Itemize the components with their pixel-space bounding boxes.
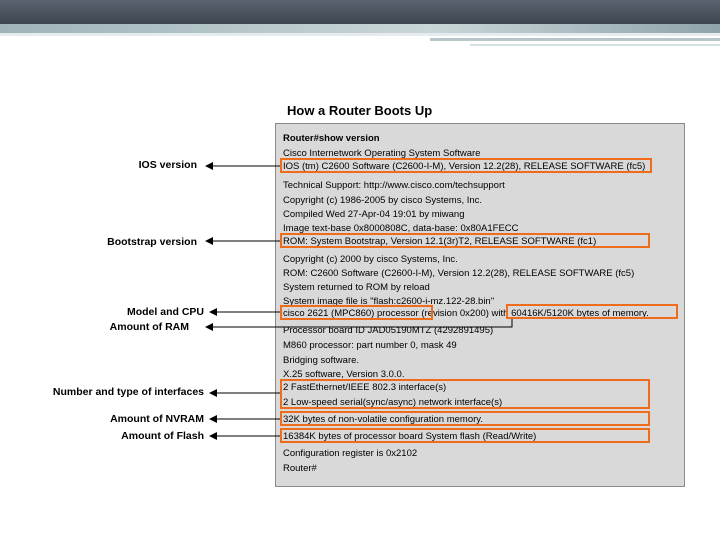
output-line: Cisco Internetwork Operating System Software — [283, 148, 481, 159]
label-flash: Amount of Flash — [121, 430, 204, 442]
output-line-command: Router#show version — [283, 133, 380, 144]
output-line: X.25 software, Version 3.0.0. — [283, 369, 405, 380]
output-line: Processor board ID JAD05190MTZ (4292891495) — [283, 325, 494, 336]
output-line-interfaces: 2 Low-speed serial(sync/async) network interface(s) — [283, 397, 503, 408]
output-line: System image file is "flash:c2600-i-mz.122-28.bin" — [283, 296, 495, 307]
output-line: ROM: C2600 Software (C2600-I-M), Version 12.2(28), RELEASE SOFTWARE (fc5) — [283, 268, 635, 279]
label-ios-version: IOS version — [138, 159, 197, 171]
output-line: Bridging software. — [283, 355, 360, 366]
output-line-bootstrap: ROM: System Bootstrap, Version 12.1(3r)T2, RELEASE SOFTWARE (fc1) — [283, 236, 597, 247]
label-ram: Amount of RAM — [109, 321, 189, 333]
arrow-ram — [206, 319, 512, 327]
output-line: Compiled Wed 27-Apr-04 19:01 by miwang — [283, 209, 465, 220]
output-line: M860 processor: part number 0, mask 49 — [283, 340, 457, 351]
output-line: Technical Support: http://www.cisco.com/techsupport — [283, 180, 505, 191]
output-line: Router# — [283, 463, 317, 474]
output-line-interfaces: 2 FastEthernet/IEEE 802.3 interface(s) — [283, 382, 447, 393]
output-line: Configuration register is 0x2102 — [283, 448, 418, 459]
label-bootstrap-version: Bootstrap version — [107, 236, 197, 248]
output-line: Copyright (c) 1986-2005 by cisco Systems, Inc. — [283, 195, 483, 206]
figure-title: How a Router Boots Up — [287, 103, 433, 118]
label-nvram: Amount of NVRAM — [110, 413, 204, 425]
output-line-nvram: 32K bytes of non-volatile configuration memory. — [283, 414, 483, 425]
output-line-flash: 16384K bytes of processor board System flash (Read/Write) — [283, 431, 537, 442]
label-interfaces: Number and type of interfaces — [52, 386, 204, 398]
label-model-cpu: Model and CPU — [126, 306, 204, 318]
output-line: System returned to ROM by reload — [283, 282, 430, 293]
output-line-ios: IOS (tm) C2600 Software (C2600-I-M), Version 12.2(28), RELEASE SOFTWARE (fc5) — [283, 161, 646, 172]
output-line: Image text-base 0x8000808C, data-base: 0x80A1FECC — [283, 223, 519, 234]
output-line: Copyright (c) 2000 by cisco Systems, Inc. — [283, 254, 458, 265]
output-line-model-cpu-ram: cisco 2621 (MPC860) processor (revision 0x200) with 60416K/5120K bytes of memory. — [283, 308, 649, 319]
